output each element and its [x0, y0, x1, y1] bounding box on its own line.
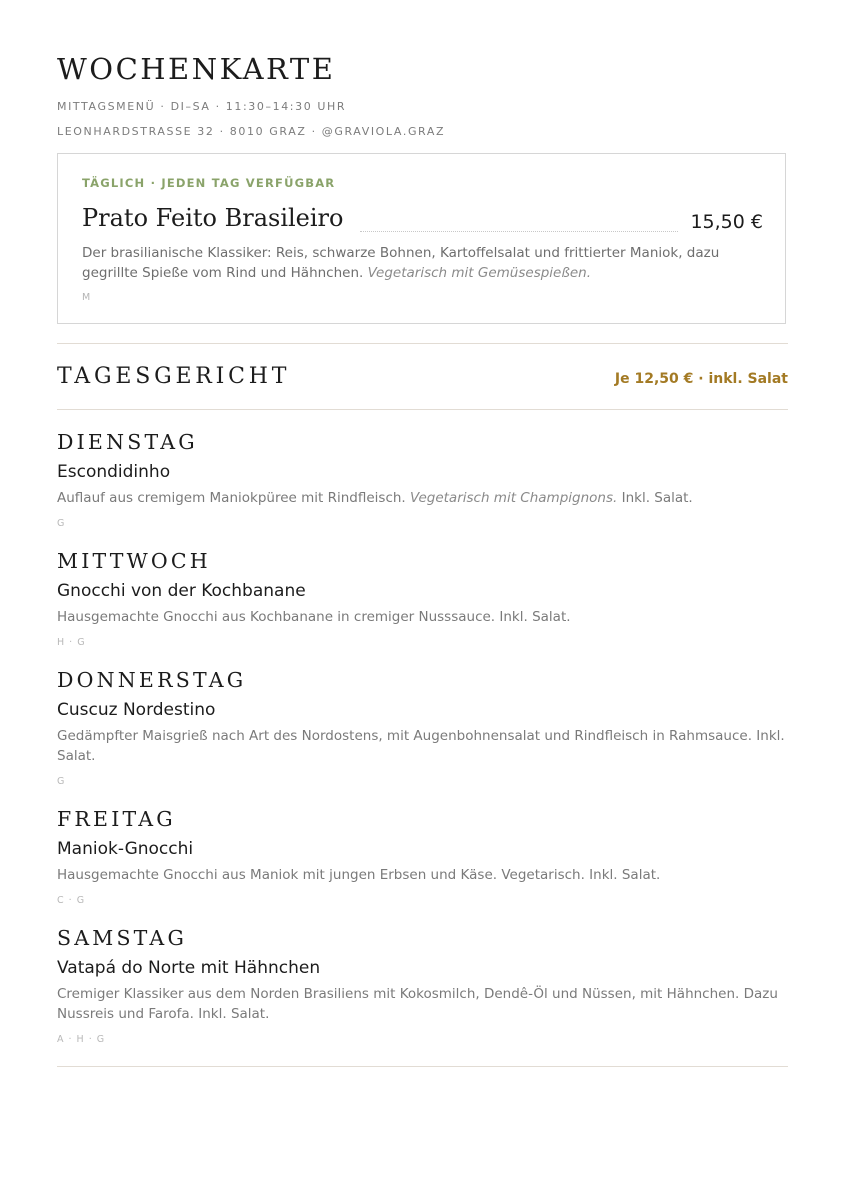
- divider: [57, 343, 788, 344]
- dish-name: Cuscuz Nordestino: [57, 700, 216, 720]
- day-name: DIENSTAG: [57, 430, 198, 454]
- dotted-leader: [360, 231, 678, 232]
- dish-allergens: H · G: [57, 637, 86, 648]
- dish-description: [57, 489, 788, 509]
- dish-allergens: A · H · G: [57, 1034, 106, 1045]
- dish-name: Maniok-Gnocchi: [57, 839, 194, 859]
- opening-hours: MITTAGSMENÜ · DI–SA · 11:30–14:30 UHR: [57, 100, 347, 113]
- dish-description-text: Auflauf aus cremigem Maniokpüree mit Rindfleisch.: [57, 490, 411, 506]
- dish-description: Hausgemachte Gnocchi aus Maniok mit jungen Erbsen und Käse. Vegetarisch. Inkl. Salat.: [57, 867, 661, 883]
- day-name: FREITAG: [57, 807, 176, 831]
- dish-allergens: G: [57, 518, 66, 529]
- section-price-note: Je 12,50 € · inkl. Salat: [614, 371, 788, 387]
- dish-description-note: Vegetarisch mit Champignons.: [410, 490, 618, 506]
- daily-allergens: M: [82, 292, 92, 303]
- daily-description-note: Vegetarisch mit Gemüsespießen.: [367, 264, 592, 281]
- dish-name: Vatapá do Norte mit Hähnchen: [57, 958, 321, 978]
- dish-description: Gedämpfter Maisgrieß nach Art des Nordostens, mit Augenbohnensalat und Rindfleisch in Rahmsauce. Inkl. Salat.: [57, 728, 785, 764]
- divider: [57, 409, 788, 410]
- dish-allergens: C · G: [57, 895, 86, 906]
- day-name: DONNERSTAG: [57, 668, 247, 692]
- dish-name: Gnocchi von der Kochbanane: [57, 581, 306, 601]
- page-title: WOCHENKARTE: [57, 52, 336, 86]
- daily-dish-card: [57, 153, 786, 324]
- daily-dish-description: [82, 244, 762, 283]
- day-name: MITTWOCH: [57, 549, 211, 573]
- day-name: SAMSTAG: [57, 926, 188, 950]
- dish-description: Cremiger Klassiker aus dem Norden Brasiliens mit Kokosmilch, Dendê-Öl und Nüssen, mit Hähnchen. Dazu Nussreis und Farofa. Inkl. Salat.: [57, 986, 778, 1022]
- dish-description: Hausgemachte Gnocchi aus Kochbanane in cremiger Nusssauce. Inkl. Salat.: [57, 609, 571, 625]
- daily-description-text: Der brasilianische Klassiker: Reis, schwarze Bohnen, Kartoffelsalat und frittierter Maniok, dazu gegrillte Spieße vom Rind und Hähnchen.: [82, 245, 720, 281]
- address-line: LEONHARDSTRASSE 32 · 8010 GRAZ · @GRAVIOLA.GRAZ: [57, 125, 446, 138]
- daily-dish-price: 15,50 €: [690, 211, 763, 233]
- daily-dish-name: Prato Feito Brasileiro: [82, 204, 344, 232]
- section-title: TAGESGERICHT: [57, 364, 291, 389]
- dish-description-suffix: Inkl. Salat.: [617, 490, 693, 506]
- dish-name: Escondidinho: [57, 462, 171, 482]
- daily-label: TÄGLICH · JEDEN TAG VERFÜGBAR: [82, 176, 336, 190]
- divider: [57, 1066, 788, 1067]
- dish-allergens: G: [57, 776, 66, 787]
